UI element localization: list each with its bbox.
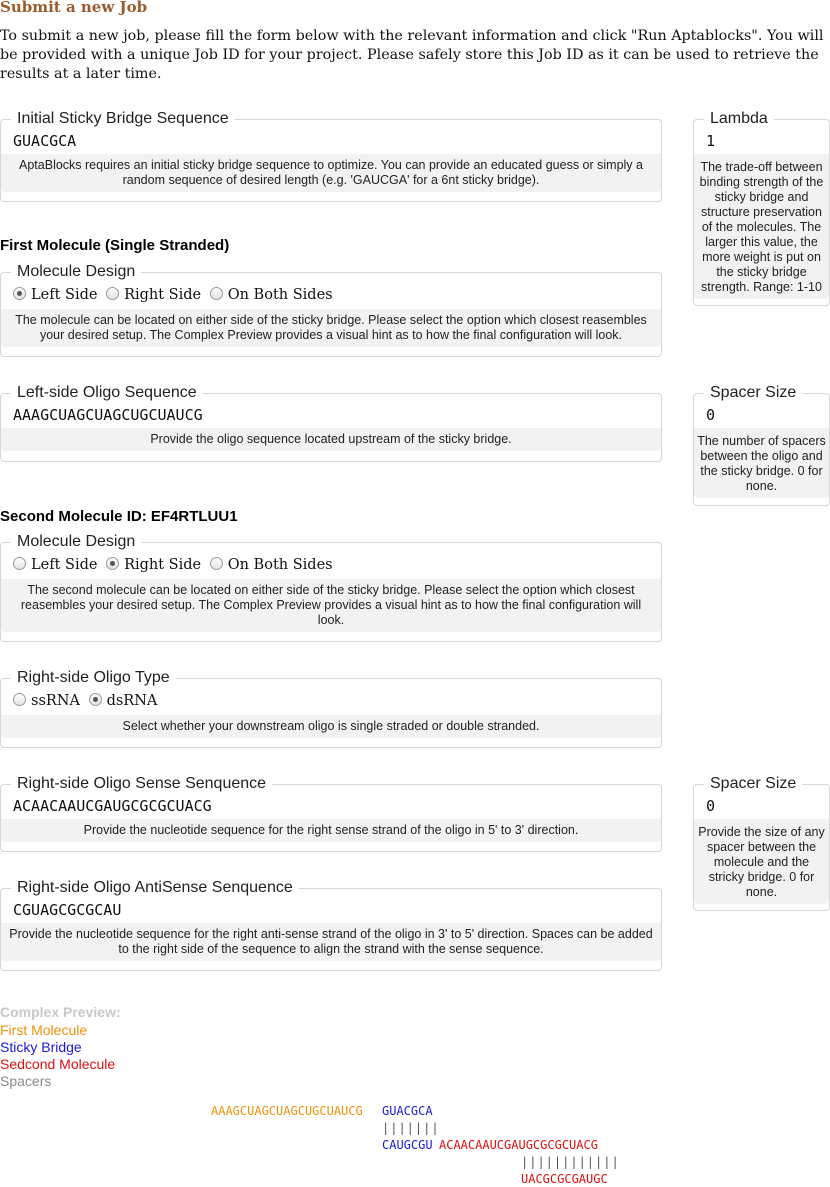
second-molecule-heading: Second Molecule ID: EF4RTLUU1 [0,508,238,525]
preview-sticky-bridge-bottom: CAUGCGU [382,1138,433,1152]
preview-first-molecule-strand: AAAGCUAGCUAGCUGCUAUCG [211,1104,363,1118]
radio-both-sides-label[interactable]: On Both Sides [227,287,333,303]
lambda-input[interactable]: 1 [706,132,716,150]
sticky-bridge-hint: AptaBlocks requires an initial sticky bridge sequence to optimize. You can provide an educated guess or simply a random sequence of desired length (e.g. 'GAUCGA' for a 6nt sticky bridge). [1,154,661,192]
sense-fieldset [0,775,662,852]
lambda-fieldset [693,110,830,306]
sense-legend: Right-side Oligo Sense Senquence [17,775,267,792]
legend-second-molecule: Sedcond Molecule [0,1056,116,1072]
radio-right-side-label[interactable]: Right Side [124,557,202,573]
preview-second-molecule-sense: ACAACAAUCGAUGCGCGCUACG [439,1138,598,1152]
first-spacer-fieldset [693,384,830,506]
radio-right-side[interactable] [106,287,119,300]
sticky-bridge-input[interactable]: GUACGCA [13,132,77,150]
radio-dsrna[interactable] [89,693,102,706]
second-molecule-design-legend: Molecule Design [17,533,136,550]
second-spacer-legend: Spacer Size [710,775,797,792]
first-molecule-design-options [1,281,661,309]
intro-text: To submit a new job, please fill the form below with the relevant information and click "Run Aptablocks". You will be provided with a unique Job ID for your project. Please safely store this Job ID as it can be used to retrieve the results at a later time. [0,28,824,82]
legend-spacers: Spacers [0,1073,52,1089]
sticky-bridge-fieldset [0,110,662,202]
second-molecule-design-options [1,551,661,579]
page-title: Submit a new Job [0,0,148,16]
lambda-legend: Lambda [710,110,768,127]
radio-left-side-label[interactable]: Left Side [31,557,98,573]
antisense-input[interactable]: CGUAGCGCGCAU [13,901,122,919]
radio-both-sides[interactable] [210,557,223,570]
oligo-type-fieldset [0,669,662,748]
preview-sticky-bridge-top: GUACGCA [382,1104,433,1118]
legend-first-molecule: First Molecule [0,1022,88,1038]
oligo-type-options [1,687,661,715]
left-oligo-input[interactable]: AAAGCUAGCUAGCUGCUAUCG [13,406,203,424]
radio-both-sides[interactable] [210,287,223,300]
first-spacer-legend: Spacer Size [710,384,797,401]
preview-oligo-pairs: |||||||||||| [521,1155,620,1169]
left-oligo-hint: Provide the oligo sequence located upstream of the sticky bridge. [1,428,661,451]
lambda-hint: The trade-off between binding strength of the sticky bridge and structure preservation of the molecules. The larger this value, the more weight is put on the sticky bridge strength. Range: 1-10 [694,154,829,299]
radio-left-side-label[interactable]: Left Side [31,287,98,303]
radio-ssrna[interactable] [13,693,26,706]
oligo-type-legend: Right-side Oligo Type [17,669,170,686]
radio-both-sides-label[interactable]: On Both Sides [227,557,333,573]
complex-preview-title: Complex Preview: [0,1004,121,1020]
radio-ssrna-label[interactable]: ssRNA [31,693,80,709]
radio-left-side[interactable] [13,557,26,570]
second-spacer-input[interactable]: 0 [706,797,716,815]
antisense-fieldset [0,879,662,971]
sense-input[interactable]: ACAACAAUCGAUGCGCGCUACG [13,797,212,815]
first-molecule-design-hint: The molecule can be located on either side of the sticky bridge. Please select the option which closest reasembles your desired setup. The Complex Preview provides a visual hint as to how the final configuration will look. [1,309,661,347]
preview-second-molecule-antisense: UACGCGCGAUGC [521,1172,608,1186]
sticky-bridge-legend: Initial Sticky Bridge Sequence [17,110,229,127]
oligo-type-hint: Select whether your downstream oligo is single straded or double stranded. [1,715,661,738]
radio-left-side[interactable] [13,287,26,300]
preview-bridge-pairs: ||||||| [382,1121,440,1135]
first-molecule-heading: First Molecule (Single Stranded) [0,237,230,254]
second-molecule-design-hint: The second molecule can be located on either side of the sticky bridge. Please select the option which closest reasembles your desired setup. The Complex Preview provides a visual hint as to how the final configuration will look. [1,579,661,632]
first-spacer-hint: The number of spacers between the oligo and the sticky bridge. 0 for none. [694,428,829,498]
first-molecule-design-fieldset [0,263,662,357]
radio-right-side-label[interactable]: Right Side [124,287,202,303]
antisense-hint: Provide the nucleotide sequence for the right anti-sense strand of the oligo in 3' to 5' direction. Spaces can be added to the right side of the sequence to align the strand with the sense sequence. [1,923,661,961]
left-oligo-fieldset [0,384,662,462]
first-molecule-design-legend: Molecule Design [17,263,136,280]
sense-hint: Provide the nucleotide sequence for the right sense strand of the oligo in 5' to 3' direction. [1,819,661,842]
second-spacer-fieldset [693,775,830,911]
left-oligo-legend: Left-side Oligo Sequence [17,384,197,401]
second-molecule-design-fieldset [0,533,662,642]
antisense-legend: Right-side Oligo AntiSense Senquence [17,879,293,896]
radio-dsrna-label[interactable]: dsRNA [106,693,158,709]
radio-right-side[interactable] [106,557,119,570]
first-spacer-input[interactable]: 0 [706,406,716,424]
legend-sticky-bridge: Sticky Bridge [0,1039,82,1055]
second-spacer-hint: Provide the size of any spacer between the molecule and the stricky bridge. 0 for none. [694,819,829,904]
